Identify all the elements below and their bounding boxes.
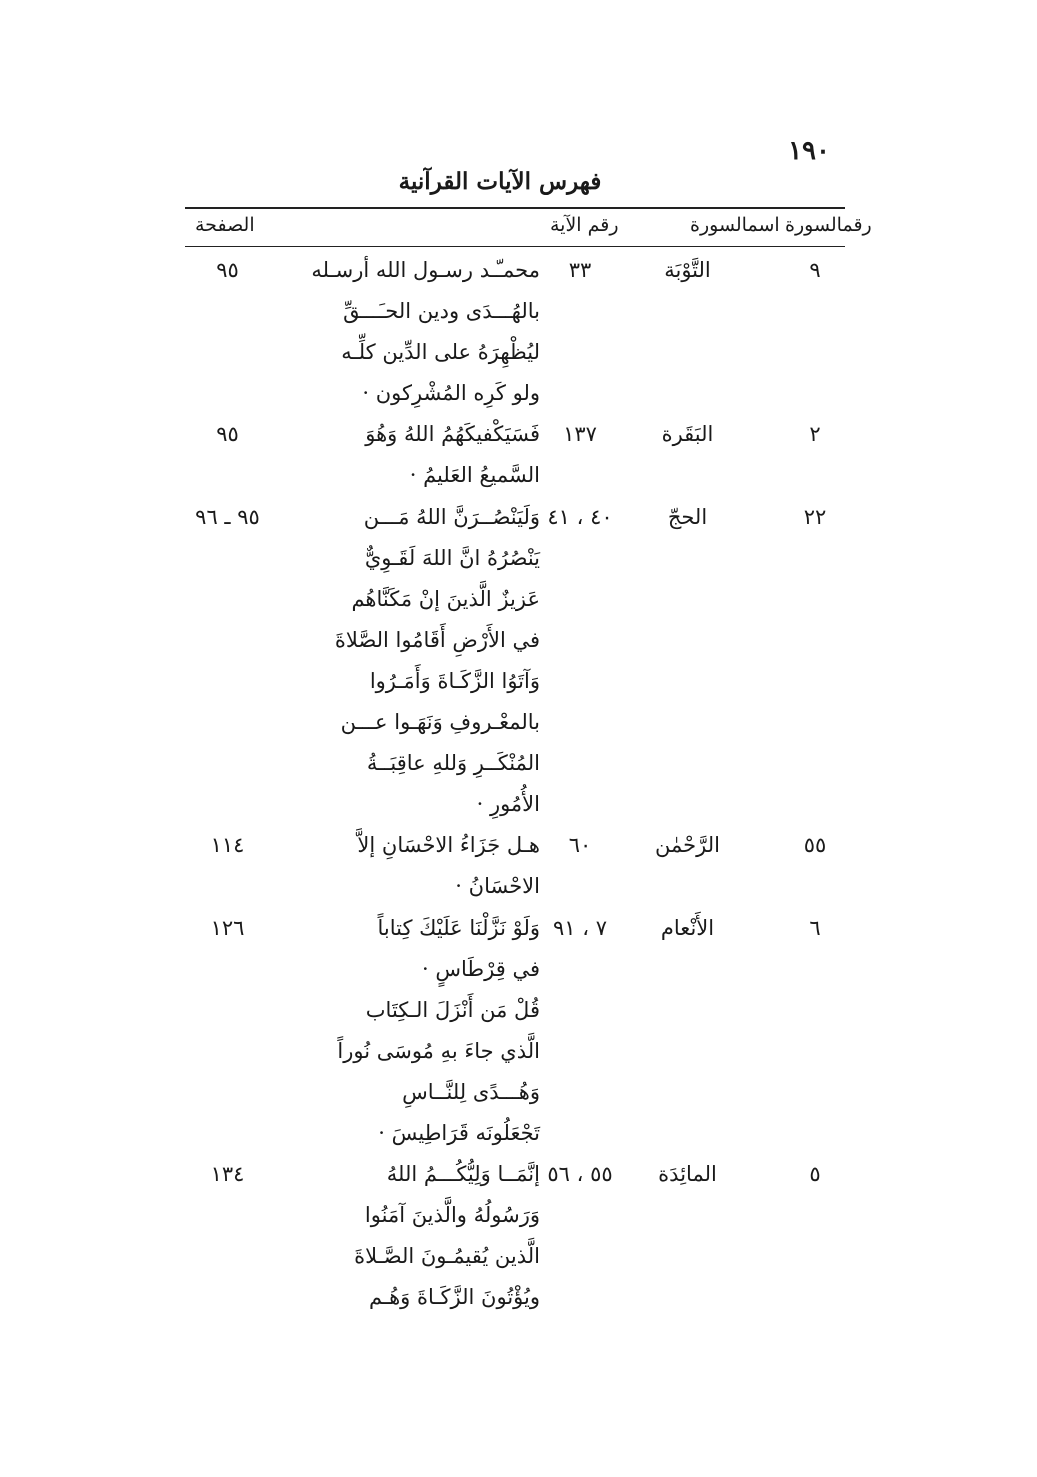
aya-number-cell: ٧ ، ٩١ [553, 915, 607, 940]
table-row [0, 581, 1037, 622]
table-row [0, 416, 1037, 457]
table-row [0, 1115, 1037, 1156]
aya-number-cell: ٥٥ ، ٥٦ [547, 1162, 613, 1187]
sura-number-cell: ٥٥ [803, 833, 827, 858]
table-row [0, 786, 1037, 827]
aya-text-cell: الَّذين يُقيمُـونَ الصَّـلاةَ [354, 1244, 540, 1269]
header-sura-name: اسمالسورة [690, 214, 780, 236]
page-title: فهرس الآيات القرآنية [398, 168, 602, 195]
table-row [0, 1197, 1037, 1238]
aya-text-cell: قُلْ مَن أَنْزَلَ الـكِتَاب [365, 997, 540, 1022]
aya-text-cell: في قِرْطَاسٍ · [422, 956, 540, 981]
table-row [0, 868, 1037, 909]
page-cell: ٩٥ [216, 422, 239, 447]
table-row [0, 910, 1037, 951]
sura-name-cell: الأَنْعام [660, 915, 715, 940]
page-cell: ٩٥ [216, 258, 239, 282]
aya-text-cell: فَسَيَكْفيكَهُمُ اللهُ وَهُوَ [365, 422, 540, 447]
table-row [0, 704, 1037, 745]
sura-number-cell: ٢٢ [803, 504, 827, 529]
aya-text-cell: وَلَوْ نَزَّلْنَا عَلَيْكَ كِتاباً [377, 915, 540, 940]
aya-text-cell: الَّذي جاءَ بهِ مُوسَى نُوراً [337, 1038, 540, 1063]
sura-name-cell: التَّوْبَة [664, 258, 711, 282]
aya-text-cell: يَنْصُرُهُ انَّ اللهَ لَقَـوِيٌّ [364, 545, 540, 570]
table-row [0, 375, 1037, 416]
table-row [0, 1156, 1037, 1197]
aya-text-cell: وَآتَوُا الزَّكَـاةَ وَأَمَـرُوا [369, 668, 540, 693]
aya-text-cell: تَجْعَلُونَه قَرَاطِيسَ · [378, 1120, 540, 1145]
sura-number-cell: ٢ [809, 422, 821, 447]
page-cell: ١٣٤ [210, 1162, 245, 1187]
page-cell: ١١٤ [210, 833, 245, 858]
aya-number-cell: ٣٣ [568, 258, 592, 282]
aya-text-cell: إنَّمَــا وَلِيُّكُـــمُ اللهُ [386, 1162, 540, 1187]
aya-text-cell: بالهُـــدَى ودين الحـَـــقِّ [343, 299, 540, 324]
aya-text-cell: المُنْكَــرِ وَللهِ عاقِبَــةُ [366, 751, 540, 776]
header-top-rule [185, 207, 845, 209]
table-row [0, 499, 1037, 540]
table-row [0, 293, 1037, 334]
page-cell: ١٢٦ [210, 915, 245, 940]
table-row [0, 663, 1037, 704]
aya-text-cell: ويُؤْتُونَ الزَّكَـاةَ وَهُـم [368, 1285, 540, 1310]
header-sura-number: رقمالسورة [785, 214, 872, 236]
aya-text-cell: بالمعْـروفِ وَنَهَـوا عـــن [340, 710, 540, 735]
page-number: ١٩٠ [788, 136, 830, 166]
sura-number-cell: ٥ [809, 1162, 821, 1187]
table-row [0, 334, 1037, 375]
table-row [0, 252, 1037, 293]
aya-text-cell: وَلَيَنْصُــرَنَّ اللهُ مَـــن [363, 504, 540, 529]
sura-name-cell: المائِدَة [658, 1162, 717, 1187]
header-aya-number: رقم الآية [550, 214, 619, 236]
aya-text-cell: الاحْسَانُ · [455, 874, 540, 899]
table-row [0, 1238, 1037, 1279]
table-row [0, 622, 1037, 663]
aya-text-cell: الأُمُورِ · [476, 792, 540, 817]
table-row [0, 457, 1037, 498]
header-page: الصفحة [195, 214, 255, 236]
index-table [0, 252, 1037, 1320]
table-row [0, 827, 1037, 868]
table-row [0, 992, 1037, 1033]
aya-number-cell: ٤٠ ، ٤١ [547, 504, 613, 529]
aya-text-cell: محمـّـد رسـول الله أرسـله [311, 258, 540, 282]
table-row [0, 745, 1037, 786]
table-row [0, 540, 1037, 581]
page-cell: ٩٥ ـ ٩٦ [195, 504, 260, 529]
aya-text-cell: هـل جَزَاءُ الاحْسَانِ إلاَّ [357, 833, 540, 858]
table-row [0, 1279, 1037, 1320]
aya-text-cell: وَرَسُولُهُ والَّذينَ آمَنُوا [364, 1203, 540, 1228]
aya-text-cell: ليُظْهِرَهُ على الدِّين كلِّـه [341, 340, 540, 365]
sura-name-cell: البَقَرة [661, 422, 714, 447]
aya-number-cell: ١٣٧ [563, 422, 597, 447]
aya-text-cell: ولو كَرِه المُشْرِكون · [362, 381, 540, 406]
table-row [0, 951, 1037, 992]
sura-name-cell: الرَّحْمٰن [655, 833, 720, 858]
sura-number-cell: ٦ [809, 915, 821, 940]
table-row [0, 1074, 1037, 1115]
aya-text-cell: السَّميعُ العَليمُ · [409, 463, 540, 488]
aya-text-cell: عَزيزٌ الَّذينَ إنْ مَكَنَّاهُم [351, 586, 540, 611]
sura-name-cell: الحجّ [667, 504, 708, 529]
aya-number-cell: ٦٠ [568, 833, 592, 858]
sura-number-cell: ٩ [809, 258, 821, 282]
table-row [0, 1033, 1037, 1074]
aya-text-cell: وَهُـــدًى لِلنَّــاسِ [402, 1079, 540, 1104]
aya-text-cell: في الأَرْضِ أَقَامُوا الصَّلاةَ [334, 627, 540, 652]
header-bottom-rule [185, 246, 845, 247]
